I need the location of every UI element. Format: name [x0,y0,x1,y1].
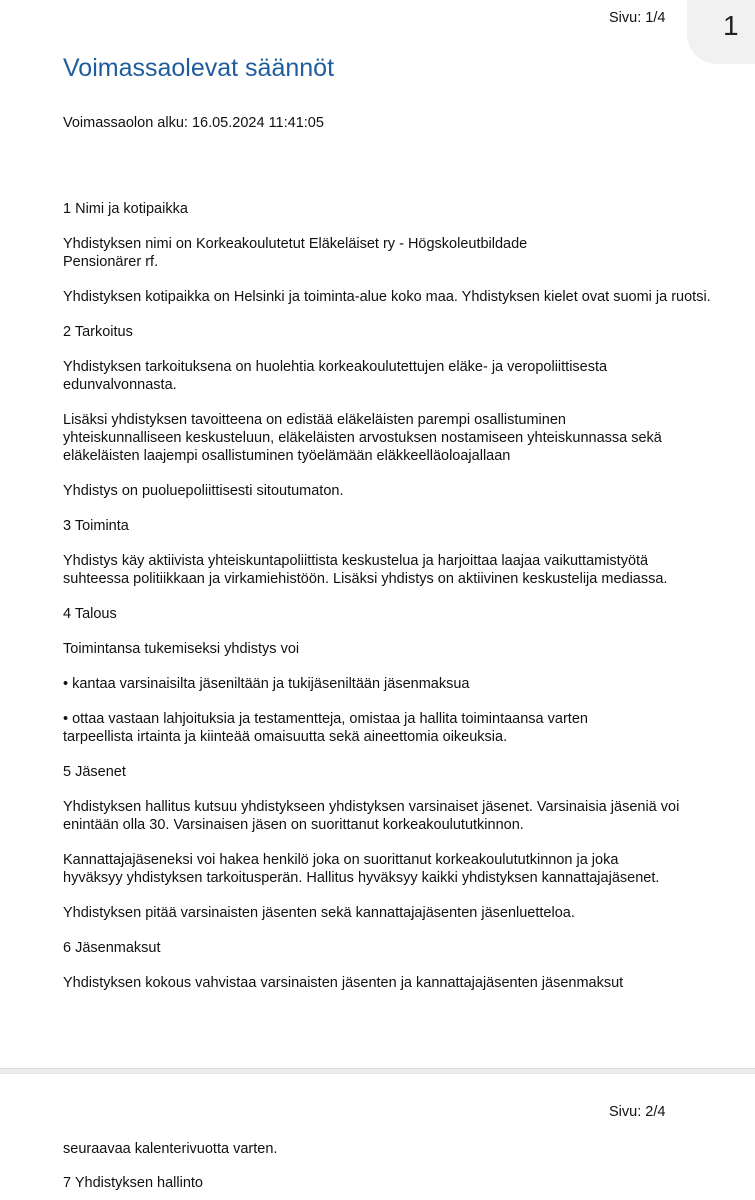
section-heading: 4 Talous [63,606,117,622]
section-heading: 6 Jäsenmaksut [63,940,161,956]
paragraph: Yhdistyksen kokous vahvistaa varsinaisten jäsenten ja kannattajajäsenten jäsenmaksut [63,975,624,991]
page-number-badge [687,0,755,64]
document-page-2 [0,1074,755,1200]
valid-from-date: Voimassaolon alku: 16.05.2024 11:41:05 [63,115,324,131]
section-heading: 7 Yhdistyksen hallinto [63,1175,203,1191]
document-body [63,200,713,1009]
bullet-item: • ottaa vastaan lahjoituksia ja testamentteja, omistaa ja hallita toimintaansa varten tarpeellista irtainta ja kiinteää omaisuutta sekä aineettomia oikeuksia. [63,711,588,745]
section-heading: 2 Tarkoitus [63,324,133,340]
section-heading: 5 Jäsenet [63,764,126,780]
paragraph: Yhdistyksen pitää varsinaisten jäsenten sekä kannattajajäsenten jäsenluetteloa. [63,905,575,921]
paragraph: Yhdistys on puoluepoliittisesti sitoutumaton. [63,483,344,499]
paragraph: Yhdistyksen tarkoituksena on huolehtia korkeakoulutettujen eläke- ja veropoliittisesta edunvalvonnasta. [63,359,608,393]
page-title: Voimassaolevat säännöt [63,54,335,82]
paragraph: Yhdistyksen nimi on Korkeakoulutetut Eläkeläiset ry - Högskoleutbildade Pensionärer rf. [63,236,528,270]
paragraph: Kannattajajäseneksi voi hakea henkilö joka on suorittanut korkeakoulututkinnon ja joka hyväksyy yhdistyksen tarkoitusperän. Hallitus hyväksyy kaikki yhdistyksen kannattajajäsenet. [63,852,660,886]
page-indicator: Sivu: 1/4 [609,10,666,26]
paragraph: Lisäksi yhdistyksen tavoitteena on edistää eläkeläisten parempi osallistuminen yhteiskunnalliseen keskusteluun, eläkeläisten arvostuksen nostamiseen yhteiskunnassa sekä eläkeläisten laajempi osallistuminen työelämään eläkkeelläoloajallaan [63,412,662,464]
page-number-badge-label: 1 [723,10,739,41]
section-heading: 3 Toiminta [63,518,129,534]
paragraph: Yhdistyksen hallitus kutsuu yhdistykseen yhdistyksen varsinaiset jäsenet. Varsinaisia jäseniä voi enintään olla 30. Varsinaisen jäsen on suorittanut korkeakoulututkinnon. [63,799,680,833]
bullet-item: • kantaa varsinaisilta jäseniltään ja tukijäseniltään jäsenmaksua [63,676,470,692]
page-indicator: Sivu: 2/4 [609,1104,666,1120]
paragraph: Yhdistys käy aktiivista yhteiskuntapoliittista keskustelua ja harjoittaa laajaa vaikuttamistyötä suhteessa politiikkaan ja virkamiehistöön. Lisäksi yhdistys on aktiivinen keskustelija mediassa. [63,553,668,587]
paragraph: Toimintansa tukemiseksi yhdistys voi [63,641,300,657]
paragraph: Yhdistyksen kotipaikka on Helsinki ja toiminta-alue koko maa. Yhdistyksen kielet ovat suomi ja ruotsi. [63,289,711,305]
paragraph: seuraavaa kalenterivuotta varten. [63,1141,278,1157]
section-heading: 1 Nimi ja kotipaikka [63,201,188,217]
